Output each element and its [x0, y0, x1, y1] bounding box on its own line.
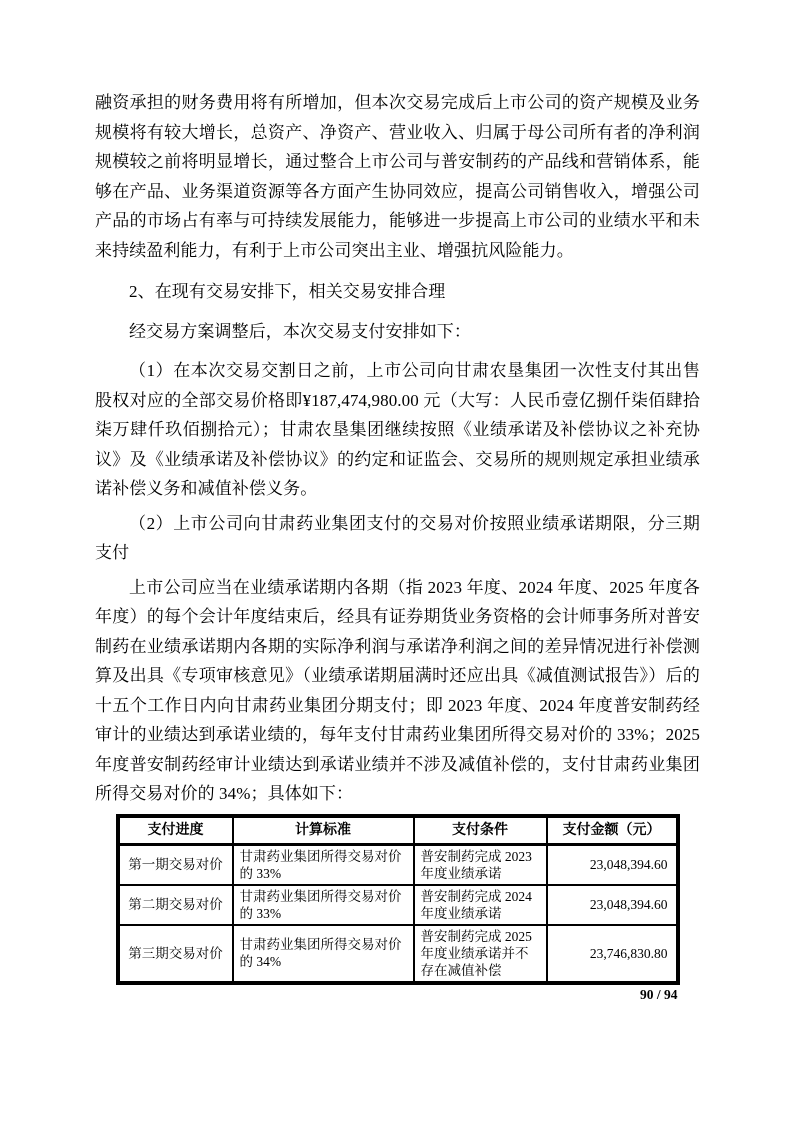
- cell-condition: 普安制药完成 2024 年度业绩承诺: [414, 885, 547, 925]
- cell-condition: 普安制药完成 2023 年度业绩承诺: [414, 844, 547, 885]
- cell-standard: 甘肃药业集团所得交易对价的 33%: [233, 885, 414, 925]
- cell-standard: 甘肃药业集团所得交易对价的 34%: [233, 925, 414, 983]
- cell-amount: 23,048,394.60: [547, 885, 678, 925]
- column-header-payment-amount: 支付金额（元）: [547, 816, 678, 845]
- cell-condition: 普安制药完成 2025 年度业绩承诺并不存在减值补偿: [414, 925, 547, 983]
- column-header-payment-stage: 支付进度: [118, 816, 233, 845]
- paragraph-intro: 经交易方案调整后，本次交易支付安排如下：: [129, 321, 471, 341]
- page-content: [95, 88, 700, 1003]
- cell-amount: 23,746,830.80: [547, 925, 678, 983]
- payment-schedule-table: [116, 814, 680, 985]
- table-row: [118, 885, 678, 925]
- table-row: [118, 844, 678, 885]
- column-header-calculation-standard: 计算标准: [233, 816, 414, 845]
- paragraph-item-1: （1）在本次交易交割日之前，上市公司向甘肃农垦集团一次性支付其出售股权对应的全部交易价格即¥187,474,980.00 元（大写：人民币壹亿捌仟柒佰肆拾柒万肆仟玖佰捌拾元）；甘肃农垦集团继续按照《业绩承诺及补偿协议之补充协议》及《业绩承诺及补偿协议》的约定和证监会、交易所的规则规定承担业绩承诺补偿义务和减值补偿义务。: [95, 361, 700, 498]
- section-heading: 2、在现有交易安排下，相关交易安排合理: [129, 282, 446, 301]
- paragraph-detail: 上市公司应当在业绩承诺期内各期（指 2023 年度、2024 年度、2025 年度各年度）的每个会计年度结束后，经具有证券期货业务资格的会计师事务所对普安制药在业绩承诺期内各期的实际净利润与承诺净利润之间的差异情况进行补偿测算及出具《专项审核意见》（业绩承诺期届满时还应出具《减值测试报告》）后的十五个工作日内向甘肃药业集团分期支付；即 2023 年度、2024 年度普安制药经审计的业绩达到承诺业绩的，每年支付甘肃药业集团所得交易对价的 33%；2025 年度普安制药经审计业绩达到承诺业绩并不涉及减值补偿的，支付甘肃药业集团所得交易对价的 34%；具体如下：: [95, 577, 700, 803]
- cell-stage: 第一期交易对价: [118, 844, 233, 885]
- table-header-row: [118, 816, 678, 845]
- cell-stage: 第二期交易对价: [118, 885, 233, 925]
- cell-standard: 甘肃药业集团所得交易对价的 33%: [233, 844, 414, 885]
- paragraph-continuation: 融资承担的财务费用将有所增加，但本次交易完成后上市公司的资产规模及业务规模将有较大增长，总资产、净资产、营业收入、归属于母公司所有者的净利润规模较之前将明显增长，通过整合上市公司与普安制药的产品线和营销体系，能够在产品、业务渠道资源等各方面产生协同效应，提高公司销售收入，增强公司产品的市场占有率与可持续发展能力，能够进一步提高上市公司的业绩水平和未来持续盈利能力，有利于上市公司突出主业、增强抗风险能力。: [95, 93, 700, 260]
- page-number: 90 / 94: [639, 986, 678, 1002]
- cell-amount: 23,048,394.60: [547, 844, 678, 885]
- paragraph-item-2: （2）上市公司向甘肃药业集团支付的交易对价按照业绩承诺期限，分三期支付: [95, 513, 700, 562]
- cell-stage: 第三期交易对价: [118, 925, 233, 983]
- column-header-payment-condition: 支付条件: [414, 816, 547, 845]
- table-row: [118, 925, 678, 983]
